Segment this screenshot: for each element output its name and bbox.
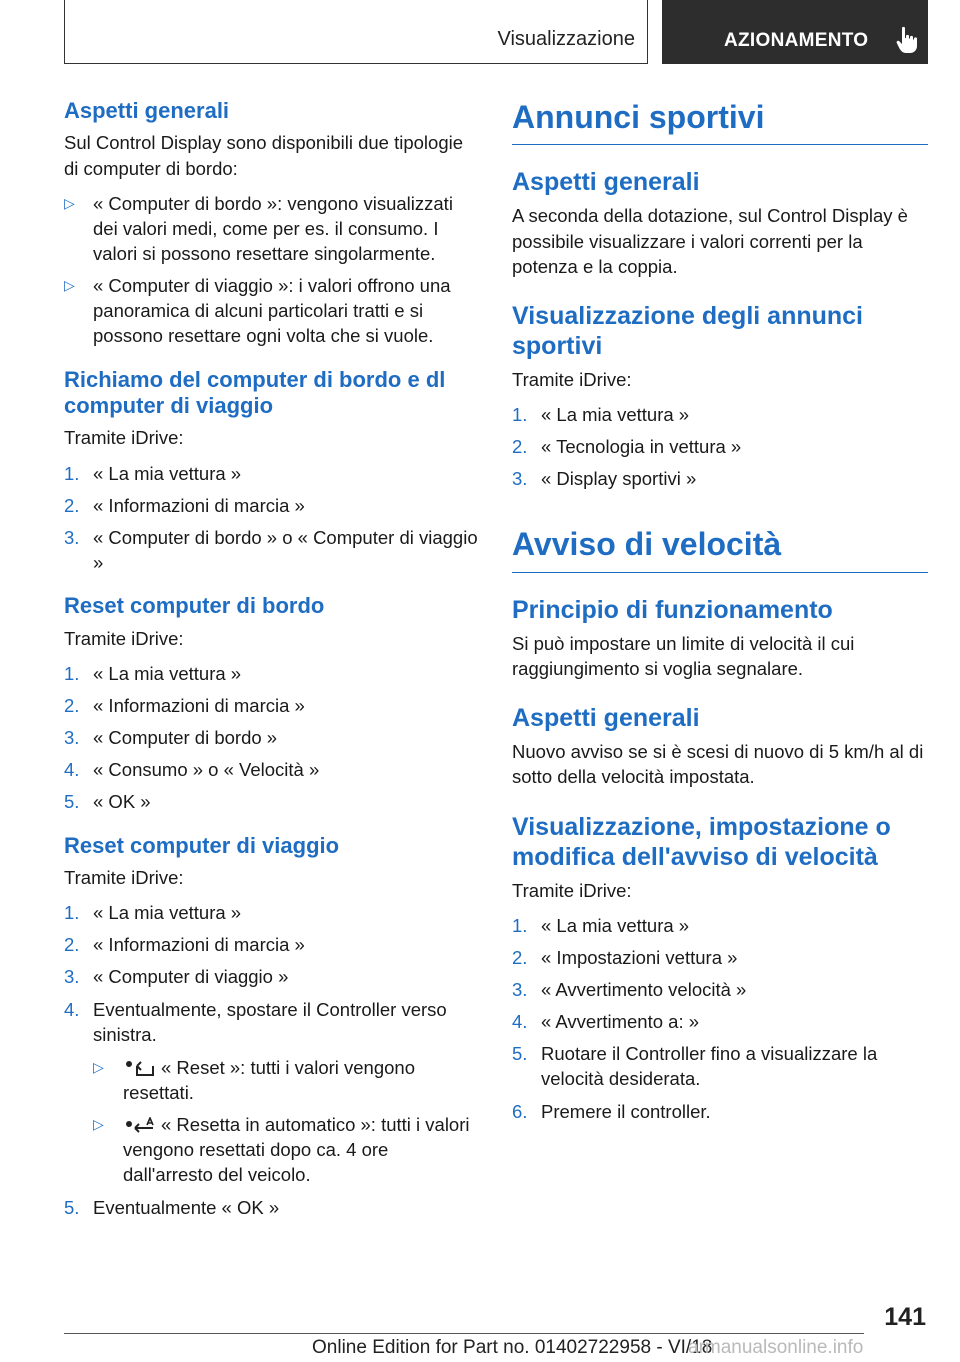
list-item: 3. « Display sportivi » — [512, 468, 697, 490]
list-item: 6. Premere il controller. — [512, 1100, 711, 1122]
paragraph-tramite: Tramite iDrive: — [64, 627, 184, 649]
footer-divider — [64, 1333, 864, 1334]
heading-richiamo-computer: Richiamo del computer di bordo e dl computer di viaggio — [64, 366, 446, 419]
list-item: 3. « Computer di bordo » — [64, 727, 278, 749]
list-item: 2. « Impostazioni vettura » — [512, 946, 738, 968]
header-section-title: Visualizzazione — [497, 28, 635, 50]
list-item: 1. « La mia vettura » — [512, 914, 690, 936]
right-column — [512, 98, 928, 1132]
hand-pointer-icon — [896, 26, 918, 54]
list-item: ▷ « Computer di viaggio »: i valori offrono una panoramica di alcuni particolari tratti e si possono resettare ogni volta che si vuole. — [64, 275, 451, 347]
list-item: 4. Eventualmente, spostare il Controller verso sinistra. ▷ « Reset »: tutti i valori vengono resettati. ▷ « Resetta in automatico »: tutti i valori vengono resettati dopo ca. 4 ore dall'arresto del veicolo. — [64, 997, 478, 1188]
heading-visualizzazione-annunci: Visualizzazione degli annunci sportivi — [512, 301, 864, 360]
paragraph-general: A seconda della dotazione, sul Control Display è possibile visualizzare i valori correnti per la potenza e la coppia. — [512, 205, 908, 277]
watermark-text: armanualsonline.info — [688, 1337, 864, 1358]
paragraph-tramite: Tramite iDrive: — [512, 368, 632, 390]
paragraph-tramite: Tramite iDrive: — [64, 427, 184, 449]
list-item: 3. « Computer di bordo » o « Computer di viaggio » — [64, 526, 478, 574]
steps-richiamo — [64, 461, 478, 576]
heading-aspetti-generali-2: Aspetti generali — [512, 704, 700, 733]
list-item: ▷ « Resetta in automatico »: tutti i valori vengono resettati dopo ca. 4 ore dall'arresto del veicolo. — [93, 1114, 470, 1186]
list-item: 5. « OK » — [64, 791, 151, 813]
list-item: 1. « La mia vettura » — [64, 662, 242, 684]
list-item: ▷ « Computer di bordo »: vengono visualizzati dei valori medi, come per es. il consumo. I valori si possono resettare singolarmente. — [64, 192, 453, 265]
paragraph-intro: Sul Control Display sono disponibili due tipologie di computer di bordo: — [64, 132, 464, 179]
heading-avviso-velocita: Avviso di velocità — [512, 525, 928, 572]
steps-reset-bordo — [64, 661, 478, 815]
left-column — [64, 98, 478, 1228]
list-item: 3. « Computer di viaggio » — [64, 966, 289, 988]
list-item: 1. « La mia vettura » — [512, 404, 690, 426]
list-item: 5. Eventualmente « OK » — [64, 1196, 280, 1218]
heading-aspetti-generali: Aspetti generali — [512, 168, 700, 197]
paragraph-tramite: Tramite iDrive: — [64, 866, 184, 888]
list-item: 4. « Avvertimento a: » — [512, 1011, 700, 1033]
list-item: 2. « Informazioni di marcia » — [64, 494, 305, 516]
sub-bullet-list — [93, 1055, 478, 1188]
heading-reset-viaggio: Reset computer di viaggio — [64, 832, 340, 858]
heading-aspetti-generali: Aspetti generali — [64, 98, 230, 123]
heading-reset-bordo: Reset computer di bordo — [64, 593, 325, 619]
list-item: 1. « La mia vettura » — [64, 902, 242, 924]
steps-reset-viaggio — [64, 900, 478, 1220]
list-item: 4. « Consumo » o « Velocità » — [64, 759, 320, 781]
header-chapter-box — [662, 0, 928, 64]
list-item: 2. « Informazioni di marcia » — [64, 934, 305, 956]
list-item: 5. Ruotare il Controller fino a visualizzare la velocità desiderata. — [512, 1043, 878, 1090]
paragraph-general-2: Nuovo avviso se si è scesi di nuovo di 5 km/h al di sotto della velocità impostata. — [512, 741, 924, 788]
list-item: 1. « La mia vettura » — [64, 462, 242, 484]
header-section-box — [64, 0, 648, 64]
paragraph-tramite: Tramite iDrive: — [512, 879, 632, 901]
paragraph-principio: Si può impostare un limite di velocità il cui raggiungimento si voglia segnalare. — [512, 632, 855, 680]
heading-impostazione-avviso: Visualizzazione, impostazione o modifica dell'avviso di velocità — [512, 812, 891, 871]
list-item: 3. « Avvertimento velocità » — [512, 978, 747, 1000]
reset-icon — [125, 1060, 155, 1078]
page-number: 141 — [884, 1303, 926, 1331]
edition-text: Online Edition for Part no. 01402722958 - VI/18 — [312, 1337, 713, 1358]
list-item: 2. « Tecnologia in vettura » — [512, 436, 742, 458]
steps-annunci — [512, 402, 928, 491]
heading-annunci-sportivi: Annunci sportivi — [512, 98, 928, 145]
list-item: ▷ « Reset »: tutti i valori vengono resettati. — [93, 1056, 416, 1104]
list-item: 2. « Informazioni di marcia » — [64, 694, 305, 716]
bullet-marker: ▷ — [64, 277, 75, 294]
auto-reset-icon — [125, 1117, 155, 1135]
header-chapter-title: AZIONAMENTO — [724, 30, 869, 51]
bullet-list-computer-types — [64, 191, 478, 349]
heading-principio: Principio di funzionamento — [512, 595, 833, 624]
steps-avviso — [512, 913, 928, 1124]
bullet-marker: ▷ — [64, 194, 75, 211]
